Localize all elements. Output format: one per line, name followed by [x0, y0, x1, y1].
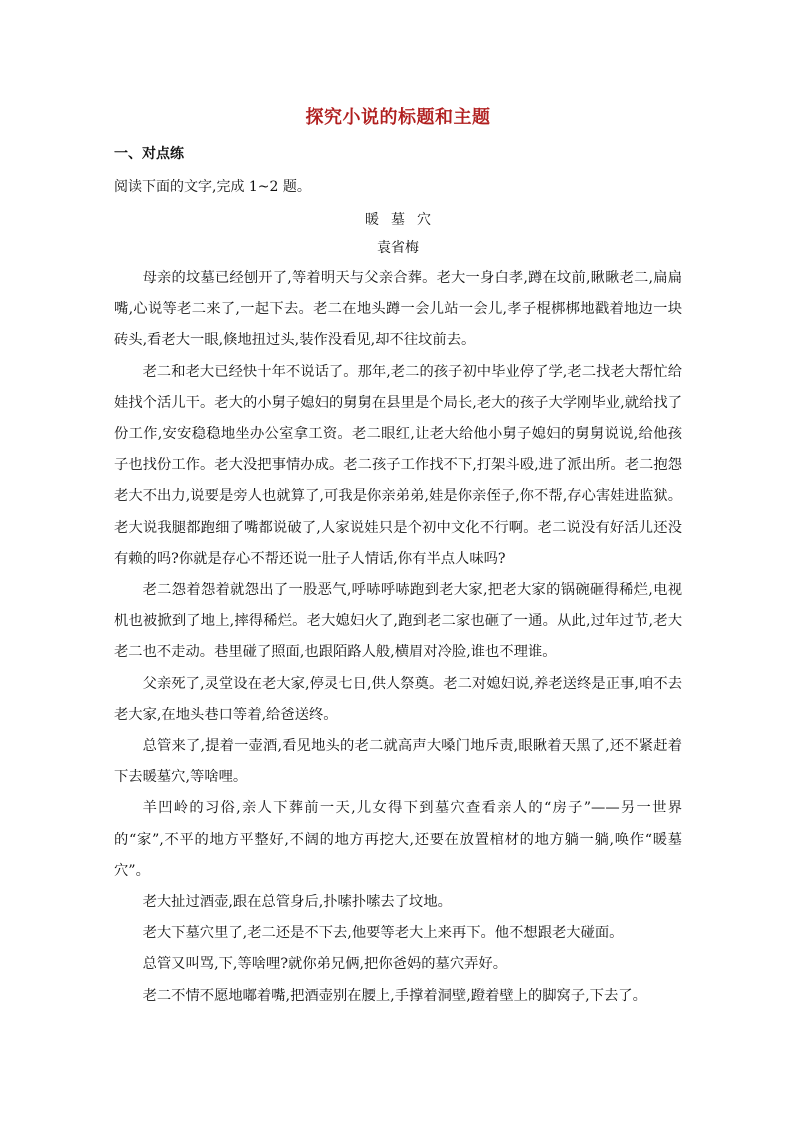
- story-paragraph: 父亲死了,灵堂设在老大家,停灵七日,供人祭奠。老二对媳妇说,养老送终是正事,咱不去老大家,在地头巷口等着,给爸送终。: [114, 675, 682, 723]
- story-paragraph: 总管又叫骂,下,等啥哩?就你弟兄俩,把你爸妈的墓穴弄好。: [142, 956, 508, 973]
- story-paragraph: 羊凹岭的习俗,亲人下葬前一天,儿女得下到墓穴查看亲人的“房子”——另一世界的“家”,不平的地方平整好,不阔的地方再挖大,还要在放置棺材的地方躺一躺,唤作“暖墓穴”。: [114, 800, 682, 879]
- document-title: 探究小说的标题和主题: [305, 107, 491, 128]
- story-title: 暖墓穴: [365, 212, 443, 228]
- section-heading: 一、对点练: [114, 146, 184, 162]
- story-paragraph: 母亲的坟墓已经刨开了,等着明天与父亲合葬。老大一身白孝,蹲在坟前,瞅瞅老二,扁扁嘴,心说等老二来了,一起下去。老二在地头蹲一会儿站一会儿,孝子棍梆梆地戳着地边一块砖头,看老大一眼,倏地扭过头,装作没看见,却不往坟前去。: [114, 270, 682, 349]
- story-body: [114, 263, 682, 1012]
- story-paragraph: 老大下墓穴里了,老二还是不下去,他要等老大上来再下。他不想跟老大碰面。: [142, 925, 624, 942]
- story-paragraph: 老大扯过酒壶,跟在总管身后,扑嗦扑嗦去了坟地。: [142, 894, 452, 911]
- reading-instruction: 阅读下面的文字,完成 1~2 题。: [114, 179, 311, 195]
- story-paragraph: 总管来了,提着一壶酒,看见地头的老二就高声大嗓门地斥责,眼瞅着天黑了,还不紧赶着下去暖墓穴,等啥哩。: [114, 738, 682, 786]
- story-author: 袁省梅: [377, 240, 419, 256]
- story-paragraph: 老二怨着怨着就怨出了一股恶气,呼哧呼哧跑到老大家,把老大家的锅碗砸得稀烂,电视机也被掀到了地上,摔得稀烂。老大媳妇火了,跑到老二家也砸了一通。从此,过年过节,老大老二也不走动。巷里碰了照面,也跟陌路人般,横眉对冷脸,谁也不理谁。: [114, 582, 682, 661]
- story-paragraph: 老二不情不愿地嘟着嘴,把酒壶别在腰上,手撑着洞壁,蹬着壁上的脚窝子,下去了。: [142, 987, 647, 1004]
- story-paragraph: 老二和老大已经快十年不说话了。那年,老二的孩子初中毕业停了学,老二找老大帮忙给娃找个活儿干。老大的小舅子媳妇的舅舅在县里是个局长,老大的孩子大学刚毕业,就给找了份工作,安安稳稳地坐办公室拿工资。老二眼红,让老大给他小舅子媳妇的舅舅说说,给他孩子也找份工作。老大没把事情办成。老二孩子工作找不下,打架斗殴,进了派出所。老二抱怨老大不出力,说要是旁人也就算了,可我是你亲弟弟,娃是你亲侄子,你不帮,存心害娃进监狱。老大说我腿都跑细了嘴都说破了,人家说娃只是个初中文化不行啊。老二说没有好活儿还没有赖的吗?你就是存心不帮还说一肚子人情话,你有半点人味吗?: [114, 363, 682, 567]
